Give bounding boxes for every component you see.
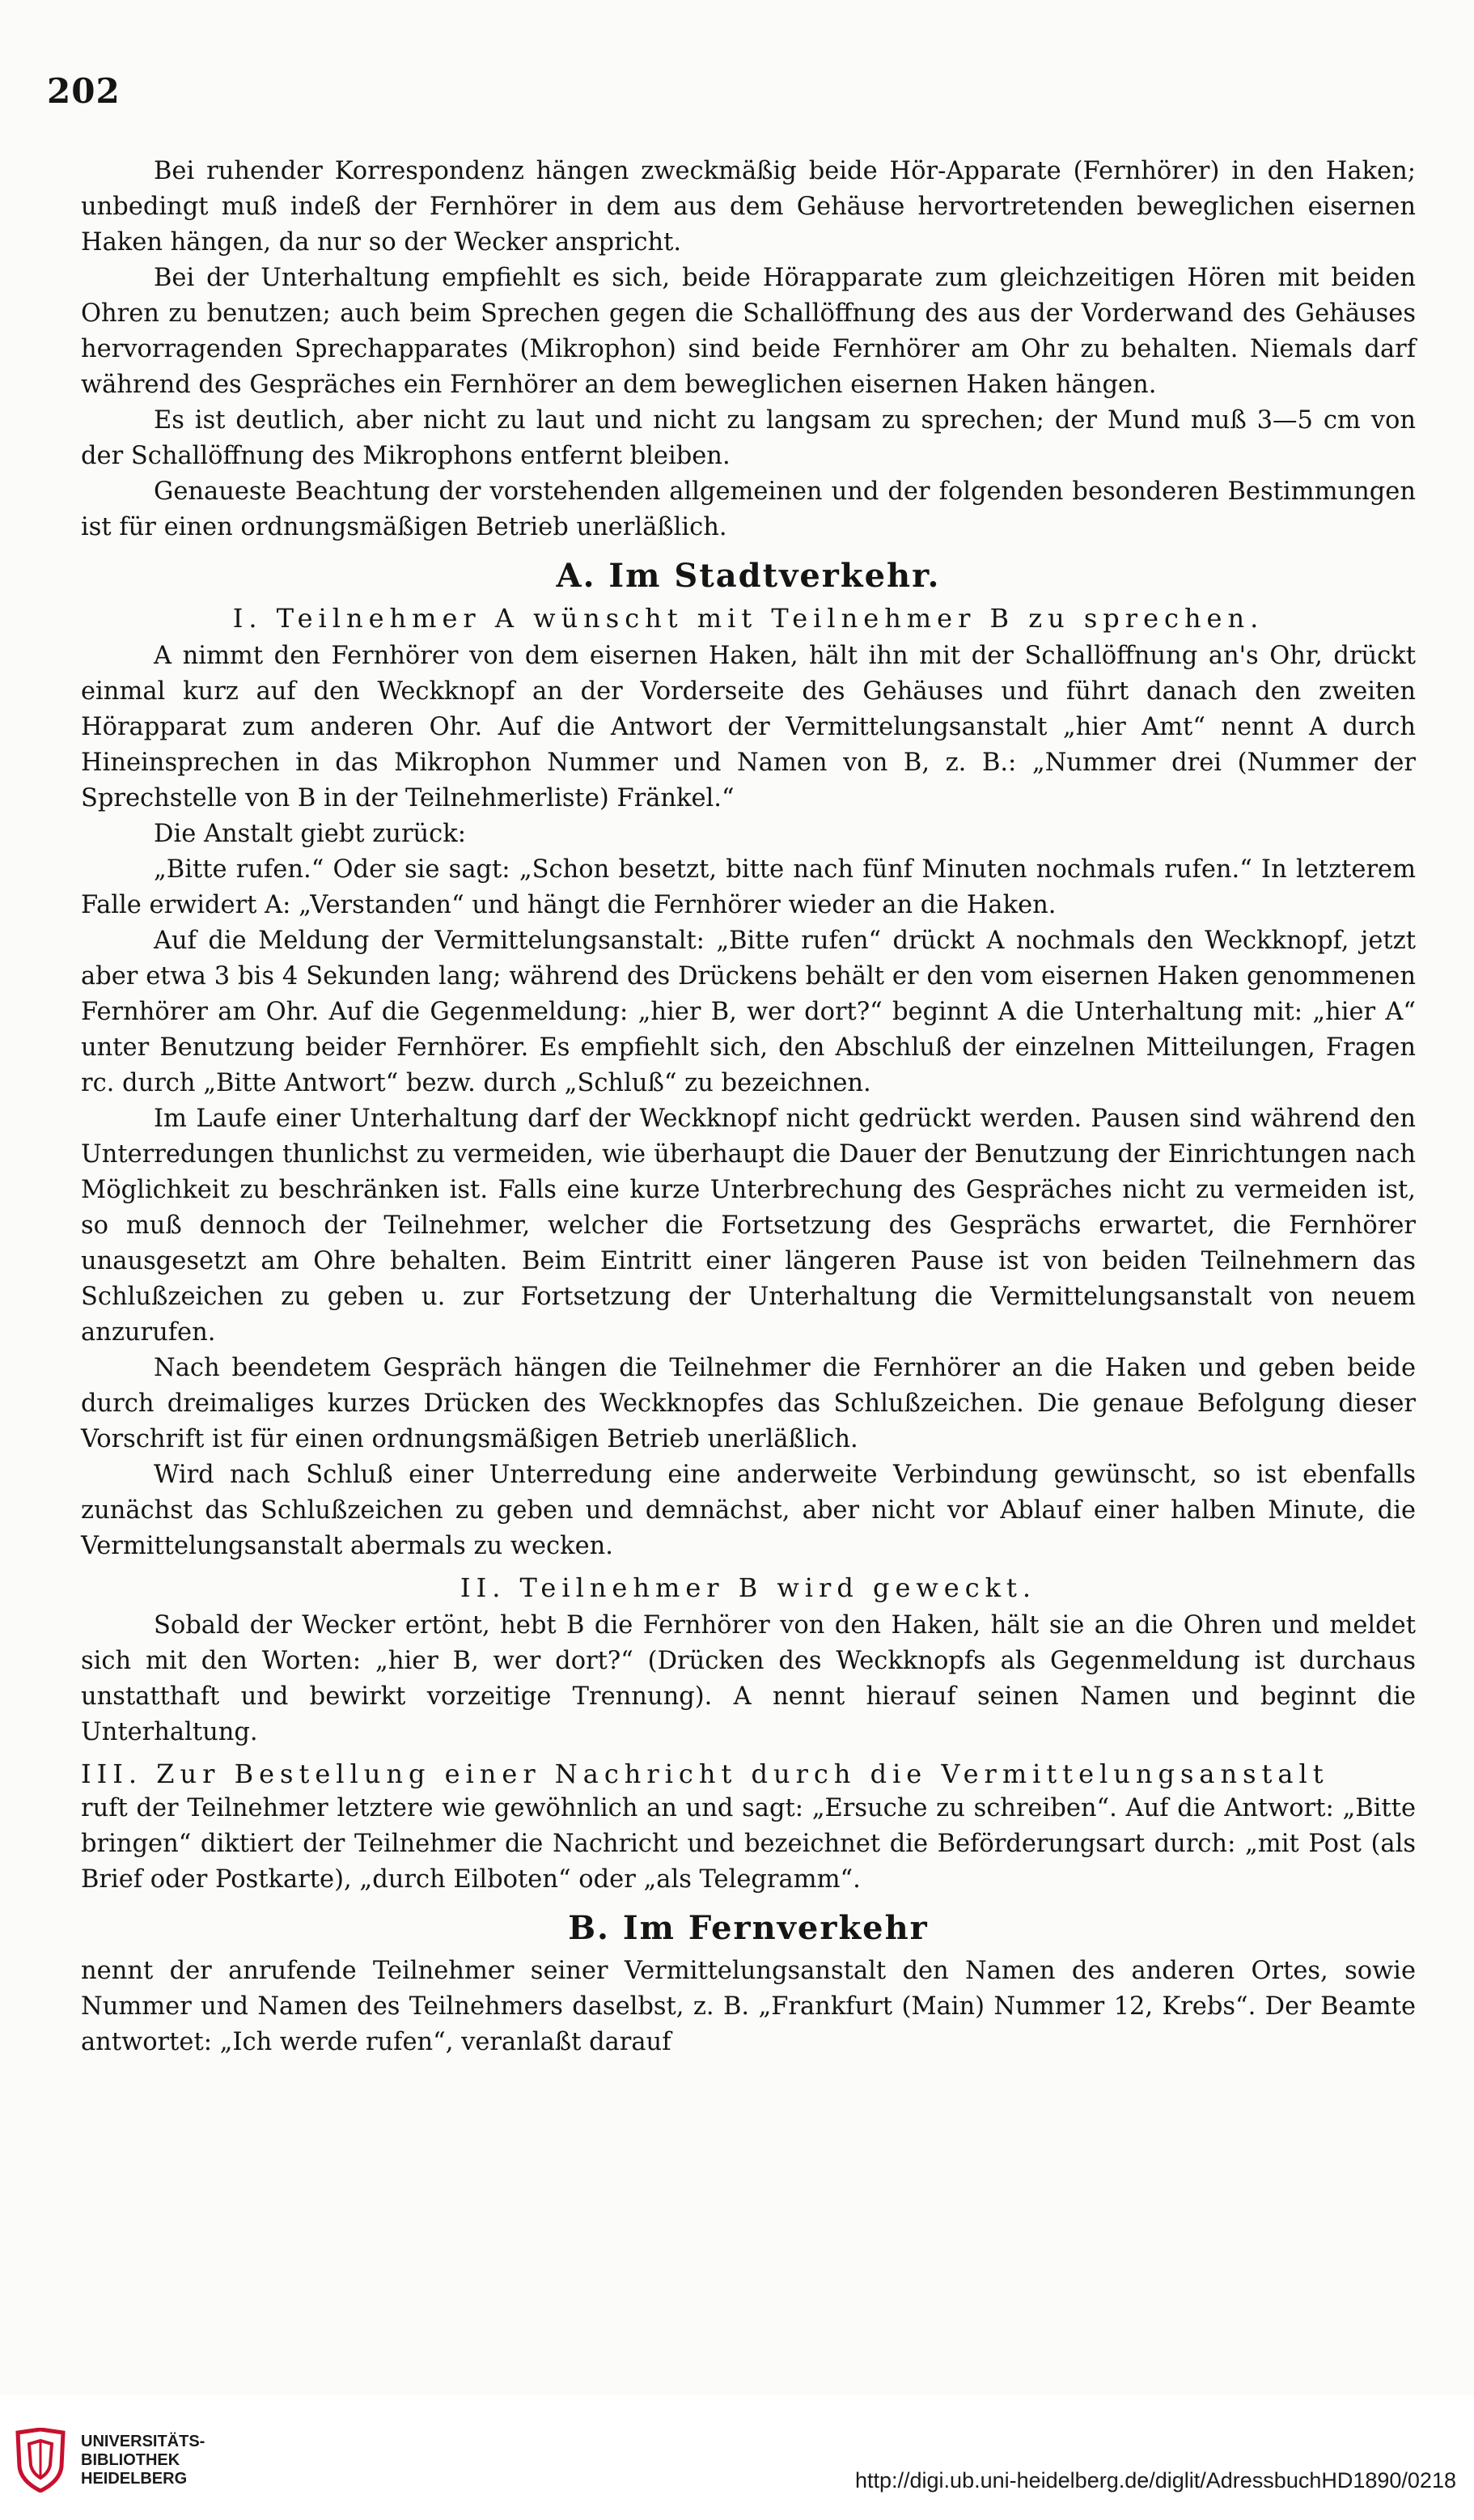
section-a-title: A. Im Stadtverkehr.: [556, 557, 941, 595]
subsection-i-paragraph-3: „Bitte rufen.“ Oder sie sagt: „Schon besetzt, bitte nach fünf Minuten nochmals rufen.“ In letzterem Falle erwidert A: „Verstanden“ und hängt die Fernhörer wieder an die Haken.: [81, 855, 1416, 919]
library-name-line: UNIVERSITÄTS-: [81, 2433, 205, 2450]
university-library-logo-icon: [15, 2428, 66, 2492]
page-number: 202: [47, 71, 121, 111]
library-name: [81, 2433, 205, 2488]
subsection-iii-paragraph: ruft der Teilnehmer letztere wie gewöhnlich an und sagt: „Ersuche zu schreiben“. Auf die Antwort: „Bitte bringen“ diktiert der Teilnehmer die Nachricht und bezeichnet die Beförderungsart durch: „mit Post (als Brief oder Postkarte), „durch Eilboten“ oder „als Telegramm“.: [81, 1794, 1416, 1894]
intro-paragraph-4: Genaueste Beachtung der vorstehenden allgemeinen und der folgenden besonderen Bestimmungen ist für einen ordnungsmäßigen Betrieb unerläßlich.: [81, 477, 1416, 541]
subsection-i-paragraph-2: Die Anstalt giebt zurück:: [154, 820, 467, 848]
subsection-i-paragraph-5: Im Laufe einer Unterhaltung darf der Weckknopf nicht gedrückt werden. Pausen sind während den Unterredungen thunlichst zu vermeiden, wie überhaupt die Dauer der Benutzung der Einrichtungen nach Möglichkeit zu beschränken ist. Falls eine kurze Unterbrechung des Gespräches nicht zu vermeiden ist, so muß dennoch der Teilnehmer, welcher die Fortsetzung des Gesprächs erwartet, die Fernhörer unausgesetzt am Ohre behalten. Beim Eintritt einer längeren Pause ist von beiden Teilnehmern das Schlußzeichen zu geben u. zur Fortsetzung der Unterhaltung die Vermittelungsanstalt von neuem anzurufen.: [81, 1105, 1416, 1347]
subsection-i-paragraph-4: Auf die Meldung der Vermittelungsanstalt: „Bitte rufen“ drückt A nochmals den Weckknopf, jetzt aber etwa 3 bis 4 Sekunden lang; während des Drückens behält er den vom eisernen Haken genommenen Fernhörer am Ohr. Auf die Gegenmeldung: „hier B, wer dort?“ beginnt A die Unterhaltung mit: „hier A“ unter Benutzung beider Fernhörer. Es empfiehlt sich, den Abschluß der einzelnen Mitteilungen, Fragen rc. durch „Bitte Antwort“ bezw. durch „Schluß“ zu bezeichnen.: [81, 927, 1416, 1097]
intro-paragraph-1: Bei ruhender Korrespondenz hängen zweckmäßig beide Hör-Apparate (Fernhörer) in den Haken; unbedingt muß indeß der Fernhörer in dem aus dem Gehäuse hervortretenden beweglichen eisernen Haken hängen, da nur so der Wecker anspricht.: [81, 157, 1416, 257]
page-body: [81, 154, 1416, 2060]
subsection-ii-paragraph: Sobald der Wecker ertönt, hebt B die Fernhörer von den Haken, hält sie an die Ohren und meldet sich mit den Worten: „hier B, wer dort?“ (Drücken des Weckknopfs als Gegenmeldung ist durchaus unstatthaft und bewirkt vorzeitige Trennung). A nennt hierauf seinen Namen und beginnt die Unterhaltung.: [81, 1611, 1416, 1746]
subsection-i-paragraph-6: Nach beendetem Gespräch hängen die Teilnehmer die Fernhörer an die Haken und geben beide durch dreimaliges kurzes Drücken des Weckknopfes das Schlußzeichen. Die genaue Befolgung dieser Vorschrift ist für einen ordnungsmäßigen Betrieb unerläßlich.: [81, 1354, 1416, 1453]
subsection-iii-title: III. Zur Bestellung einer Nachricht durch die Vermittelungsanstalt: [81, 1758, 1329, 1789]
section-b-paragraph: nennt der anrufende Teilnehmer seiner Vermittelungsanstalt den Namen des anderen Ortes, sowie Nummer und Namen des Teilnehmers daselbst, z. B. „Frankfurt (Main) Nummer 12, Krebs“. Der Beamte antwortet: „Ich werde rufen“, veranlaßt darauf: [81, 1957, 1416, 2056]
intro-paragraph-2: Bei der Unterhaltung empfiehlt es sich, beide Hörapparate zum gleichzeitigen Hören mit beiden Ohren zu benutzen; auch beim Sprechen gegen die Schallöffnung des aus der Vorderwand des Gehäuses hervorragenden Sprechapparates (Mikrophon) sind beide Fernhörer am Ohr zu behalten. Niemals darf während des Gespräches ein Fernhörer an dem beweglichen eisernen Haken hängen.: [81, 264, 1416, 399]
section-b-title: B. Im Fernverkehr: [568, 1909, 929, 1947]
subsection-i-paragraph-1: A nimmt den Fernhörer von dem eisernen Haken, hält ihn mit der Schallöffnung an's Ohr, drückt einmal kurz auf den Weckknopf an der Vorderseite des Gehäuses und führt danach den zweiten Hörapparat zum anderen Ohr. Auf die Antwort der Vermittelungsanstalt „hier Amt“ nennt A durch Hineinsprechen in das Mikrophon Nummer und Namen von B, z. B.: „Nummer drei (Nummer der Sprechstelle von B in der Teilnehmerliste) Fränkel.“: [81, 642, 1416, 812]
library-name-line: HEIDELBERG: [81, 2470, 188, 2488]
viewer-footer: [0, 2395, 1474, 2520]
source-url-link[interactable]: http://digi.ub.uni-heidelberg.de/diglit/AdressbuchHD1890/0218: [854, 2468, 1456, 2492]
library-name-line: BIBLIOTHEK: [81, 2451, 180, 2469]
subsection-i-paragraph-7: Wird nach Schluß einer Unterredung eine anderweite Verbindung gewünscht, so ist ebenfalls zunächst das Schlußzeichen zu geben und demnächst, aber nicht vor Ablauf einer halben Minute, die Vermittelungsanstalt abermals zu wecken.: [81, 1461, 1416, 1560]
subsection-i-title: I. Teilnehmer A wünscht mit Teilnehmer B zu sprechen.: [232, 603, 1264, 634]
subsection-ii-title: II. Teilnehmer B wird geweckt.: [460, 1572, 1037, 1603]
intro-paragraph-3: Es ist deutlich, aber nicht zu laut und nicht zu langsam zu sprechen; der Mund muß 3—5 cm von der Schallöffnung des Mikrophons entfernt bleiben.: [81, 406, 1416, 470]
